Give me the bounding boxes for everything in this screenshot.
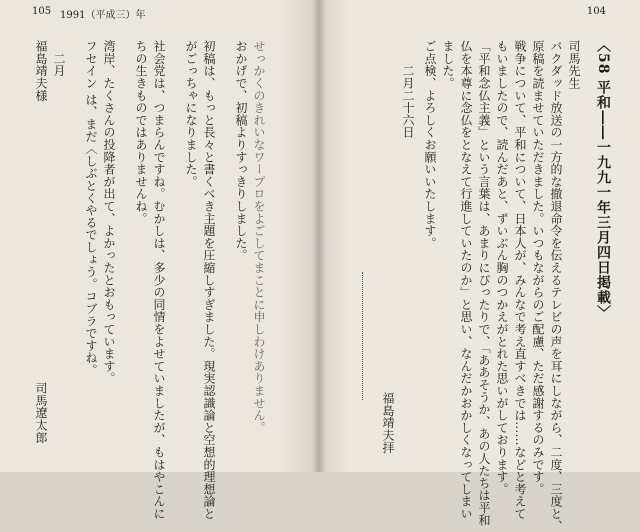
article-heading: 〈58 平和――一九九一年三月四日掲載〉 [595, 38, 611, 321]
left-running-head: 1991（平成三）年 [60, 10, 146, 21]
left-line: 初稿は、もっと長々と書くべき主題を圧縮しすぎました。現実認識論と空想的理想論と [202, 40, 216, 520]
right-line: 原稿を読ませていただきました。いつもながらのご配慮、ただ感謝するのみです。 [531, 40, 545, 496]
left-line: フセイン は、まだ〈しぶとくやるでしょう。コブラですね。 [84, 40, 98, 377]
right-signature: 福島靖夫拝 [381, 392, 395, 454]
book-gutter-shadow [312, 0, 326, 472]
left-line: 湾岸、たくさんの投降者が出て、よかったとおもっています。 [102, 40, 116, 385]
left-line: ちの生きものではありませんね。 [134, 40, 148, 225]
right-line: 仏を本尊に念仏をとなえて行進していたのか」と思い、なんだかおかしくなってしまい [459, 40, 473, 520]
left-line: 社会党は、つまらんですね。むかしは、多少の同情をよせていましたが、もはやこんに [152, 40, 166, 520]
right-folio: 104 [586, 6, 606, 17]
dotted-divider [362, 272, 363, 400]
right-line: 戦争について、平和について、日本人が、みんなで考え直すべきでは……などと考えて [513, 40, 527, 520]
left-line-addressee: 福島靖夫様 [34, 40, 48, 102]
right-line: ご点検、よろしくお願いいたします。 [423, 40, 437, 250]
right-line: もいましたので、読んだあと、ずいぶん胸のつかえがとれた思いがしております。 [495, 40, 509, 496]
right-line: 「平和念仏主義」という言葉は、あまりにぴったりで、「ああそうか、あの人たちは平和 [477, 40, 491, 526]
left-line-faded: せっかくのきれいなワープロをよごしてまことに申しわけありません。 [252, 40, 266, 434]
right-line-salutation: 司馬先生 [567, 40, 581, 90]
right-line: ました。 [441, 40, 455, 90]
left-line-month: 二月 [52, 40, 66, 77]
right-line: バクダッド放送の一方的な撤退命令を伝えるテレビの声を耳にしながら、二度、三度と、 [549, 40, 563, 532]
left-signature: 司馬遼太郎 [34, 382, 48, 444]
left-page [0, 0, 318, 520]
left-folio: 105 [32, 6, 52, 17]
left-line: がごっちゃになりました。 [184, 40, 198, 188]
right-line-date: 二月二十六日 [401, 40, 415, 139]
left-line: おかげで、初稿よりすっきりしました。 [234, 40, 248, 262]
